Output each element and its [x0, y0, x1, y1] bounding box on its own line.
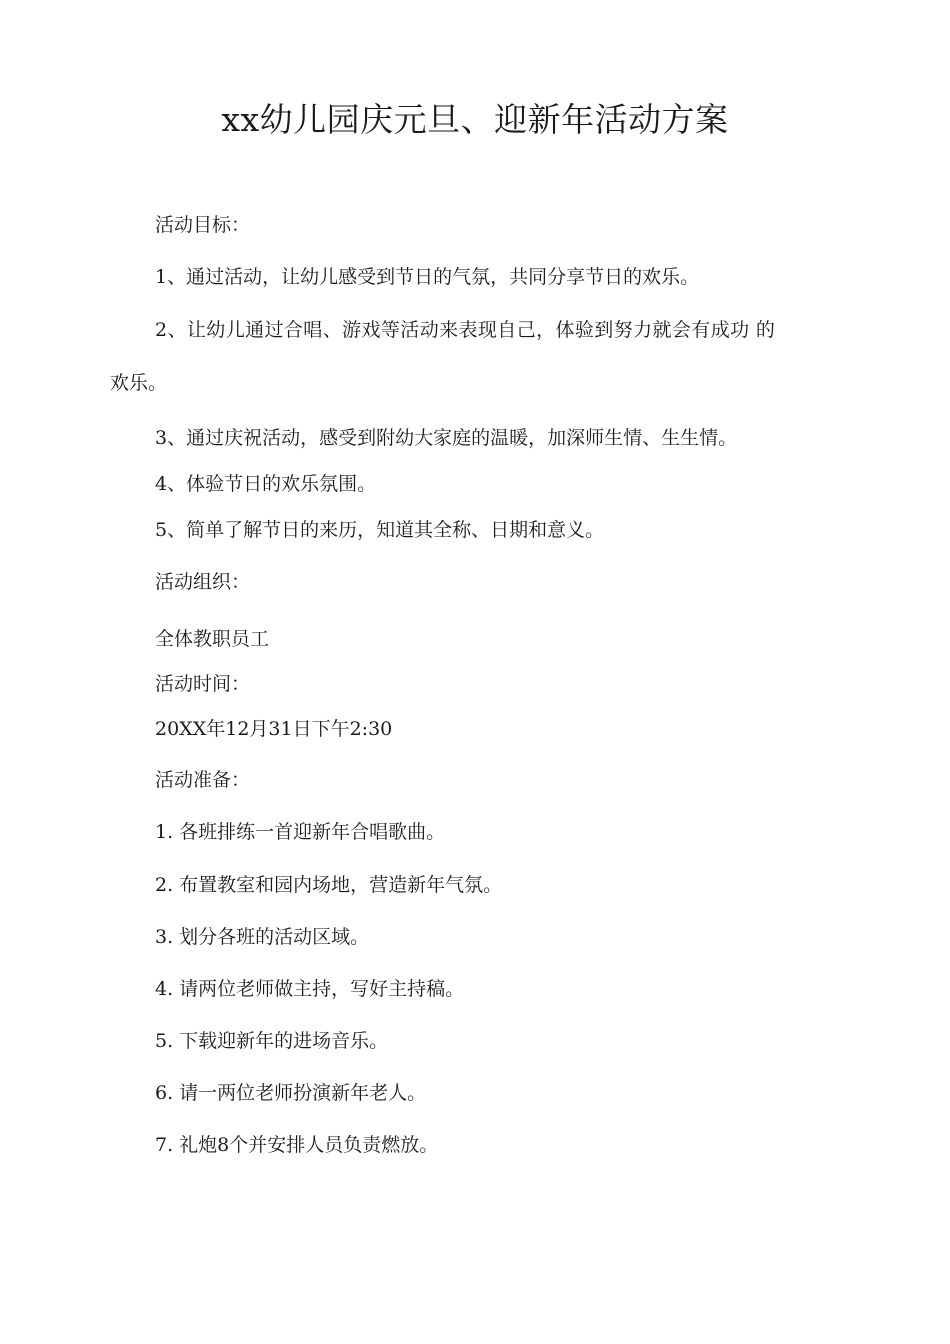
goal-item-5: 5、简单了解节日的来历，知道其全称、日期和意义。 [155, 519, 605, 541]
prep-item-4: 4. 请两位老师做主持，写好主持稿。 [155, 978, 465, 1000]
prep-item-5: 5. 下载迎新年的进场音乐。 [155, 1030, 389, 1052]
goals-heading: 活动目标： [155, 214, 251, 236]
goal-item-4: 4、体验节日的欢乐氛围。 [155, 473, 377, 495]
goal-item-2-continued: 欢乐。 [110, 372, 168, 394]
organization-value: 全体教职员工 [155, 628, 270, 650]
time-value: 20XX年12月31日下午2:30 [155, 718, 393, 740]
goal-item-3: 3、通过庆祝活动，感受到附幼大家庭的温暖，加深师生情、生生情。 [155, 427, 738, 449]
prep-item-7: 7. 礼炮8个并安排人员负责燃放。 [155, 1134, 439, 1156]
goal-item-2: 2、让幼儿通过合唱、游戏等活动来表现自己，体验到努力就会有成功 的 [155, 319, 776, 341]
prep-item-3: 3. 划分各班的活动区域。 [155, 926, 370, 948]
organization-heading: 活动组织： [155, 571, 251, 593]
prep-item-1: 1. 各班排练一首迎新年合唱歌曲。 [155, 821, 446, 843]
document-title: xx幼儿园庆元旦、迎新年活动方案 [221, 100, 729, 139]
time-heading: 活动时间： [155, 673, 251, 695]
prep-item-2: 2. 布置教室和园内场地，营造新年气氛。 [155, 874, 503, 896]
preparation-heading: 活动准备： [155, 769, 251, 791]
goal-item-1: 1、通过活动，让幼儿感受到节日的气氛，共同分享节日的欢乐。 [155, 266, 700, 288]
prep-item-6: 6. 请一两位老师扮演新年老人。 [155, 1082, 427, 1104]
